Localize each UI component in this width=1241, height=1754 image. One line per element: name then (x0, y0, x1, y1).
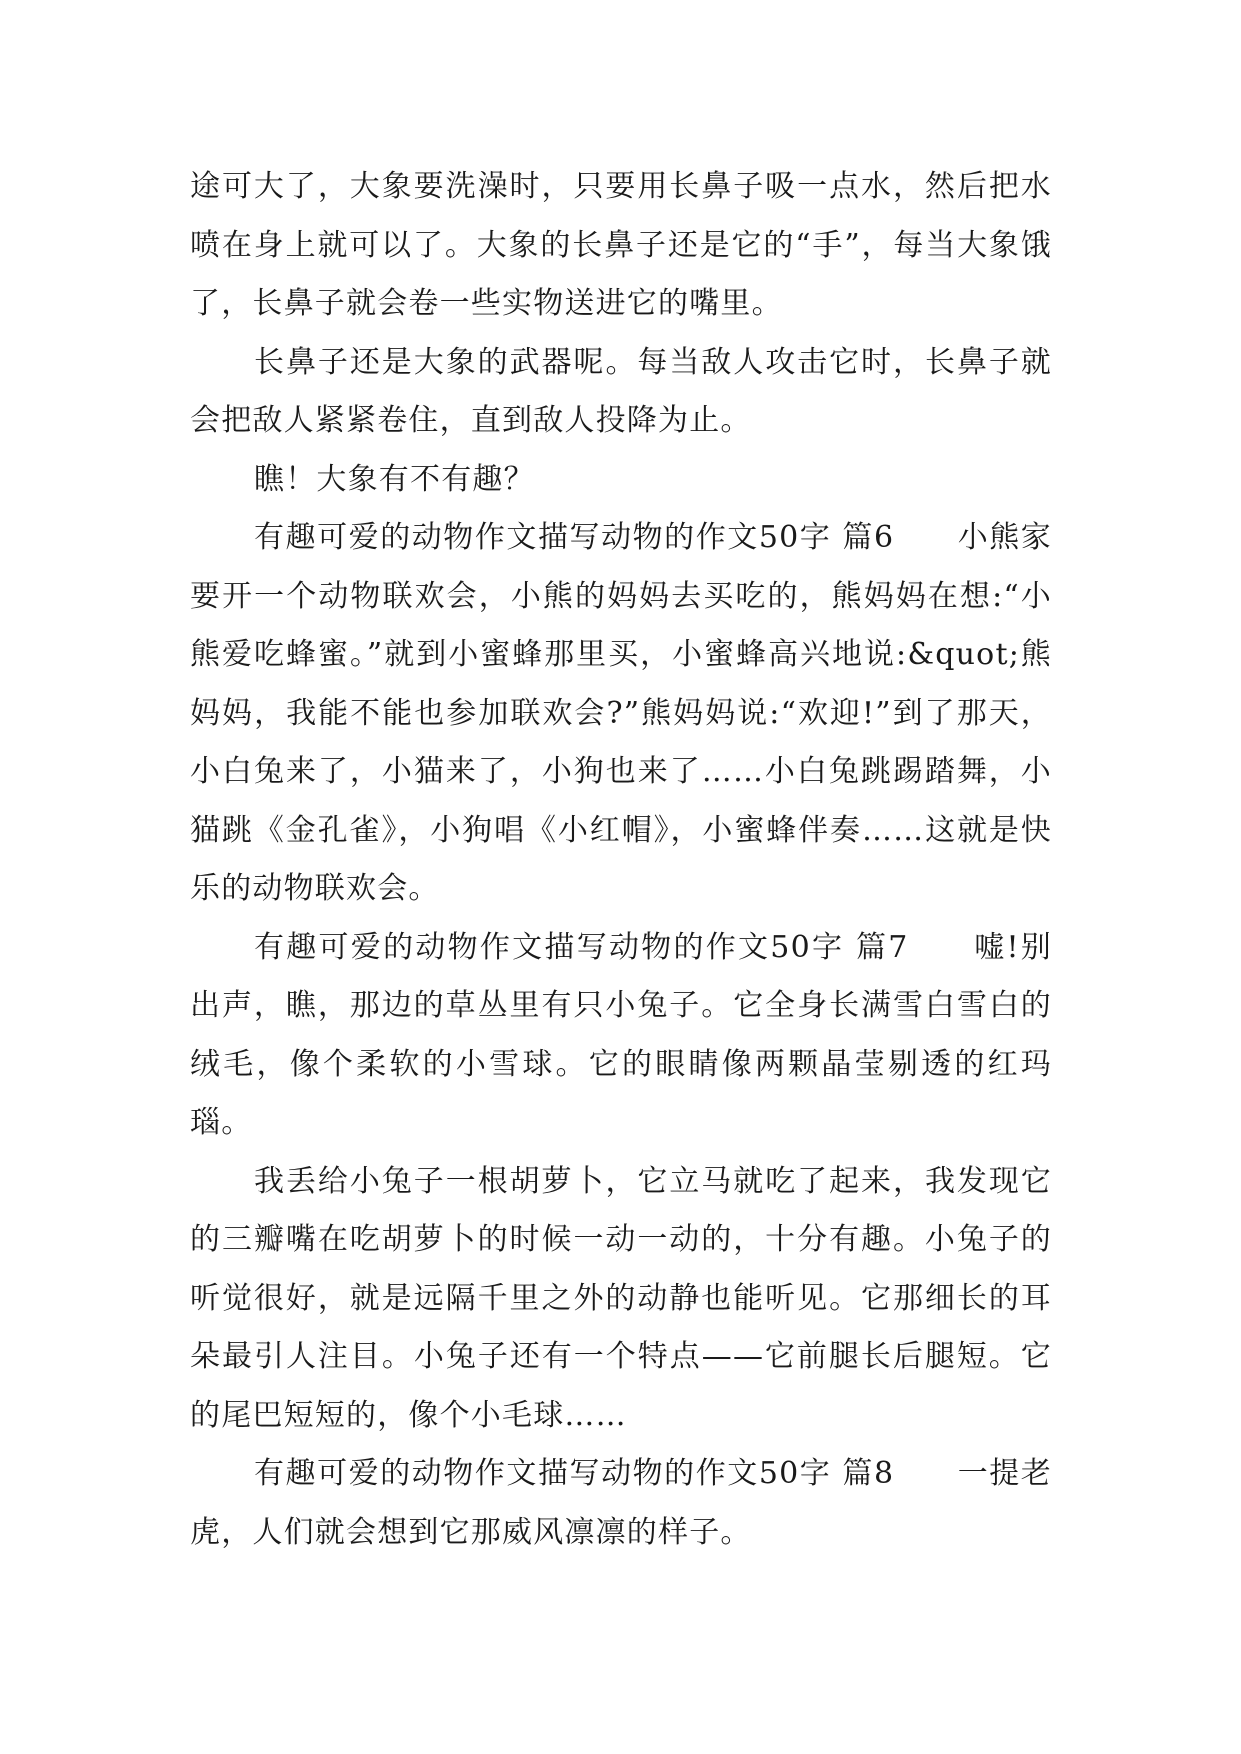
paragraph-elephant-trunk-uses: 途可大了，大象要洗澡时，只要用长鼻子吸一点水，然后把水喷在身上就可以了。大象的长鼻子还是它的“手”，每当大象饿了，长鼻子就会卷一些实物送进它的嘴里。 (190, 169, 1052, 321)
paragraph-elephant-question: 瞧！大象有不有趣？ (254, 461, 535, 497)
paragraph-essay-8: 有趣可爱的动物作文描写动物的作文50字 篇8 一提老虎，人们就会想到它那威风凛凛的样子。 (190, 1456, 1052, 1550)
paragraph-essay-7: 有趣可爱的动物作文描写动物的作文50字 篇7 嘘!别出声，瞧，那边的草丛里有只小兔子。它全身长满雪白雪白的绒毛，像个柔软的小雪球。它的眼睛像两颗晶莹剔透的红玛瑙。 (190, 929, 1052, 1140)
paragraph-essay-6: 有趣可爱的动物作文描写动物的作文50字 篇6 小熊家要开一个动物联欢会，小熊的妈妈去买吃的，熊妈妈在想:“小熊爱吃蜂蜜。”就到小蜜蜂那里买，小蜜蜂高兴地说:&quot;熊妈妈，我能不能也参加联欢会?”熊妈妈说:“欢迎!”到了那天，小白兔来了，小猫来了，小狗也来了……小白兔跳踢踏舞，小猫跳《金孔雀》，小狗唱《小红帽》，小蜜蜂伴奏……这就是快乐的动物联欢会。 (190, 520, 1052, 906)
paragraph-rabbit-carrot: 我丢给小兔子一根胡萝卜，它立马就吃了起来，我发现它的三瓣嘴在吃胡萝卜的时候一动一动的，十分有趣。小兔子的听觉很好，就是远隔千里之外的动静也能听见。它那细长的耳朵最引人注目。小兔子还有一个特点——它前腿长后腿短。它的尾巴短短的，像个小毛球…… (190, 1163, 1052, 1433)
body-text (190, 158, 1052, 1562)
paragraph-elephant-weapon: 长鼻子还是大象的武器呢。每当敌人攻击它时，长鼻子就会把敌人紧紧卷住，直到敌人投降为止。 (190, 344, 1052, 438)
